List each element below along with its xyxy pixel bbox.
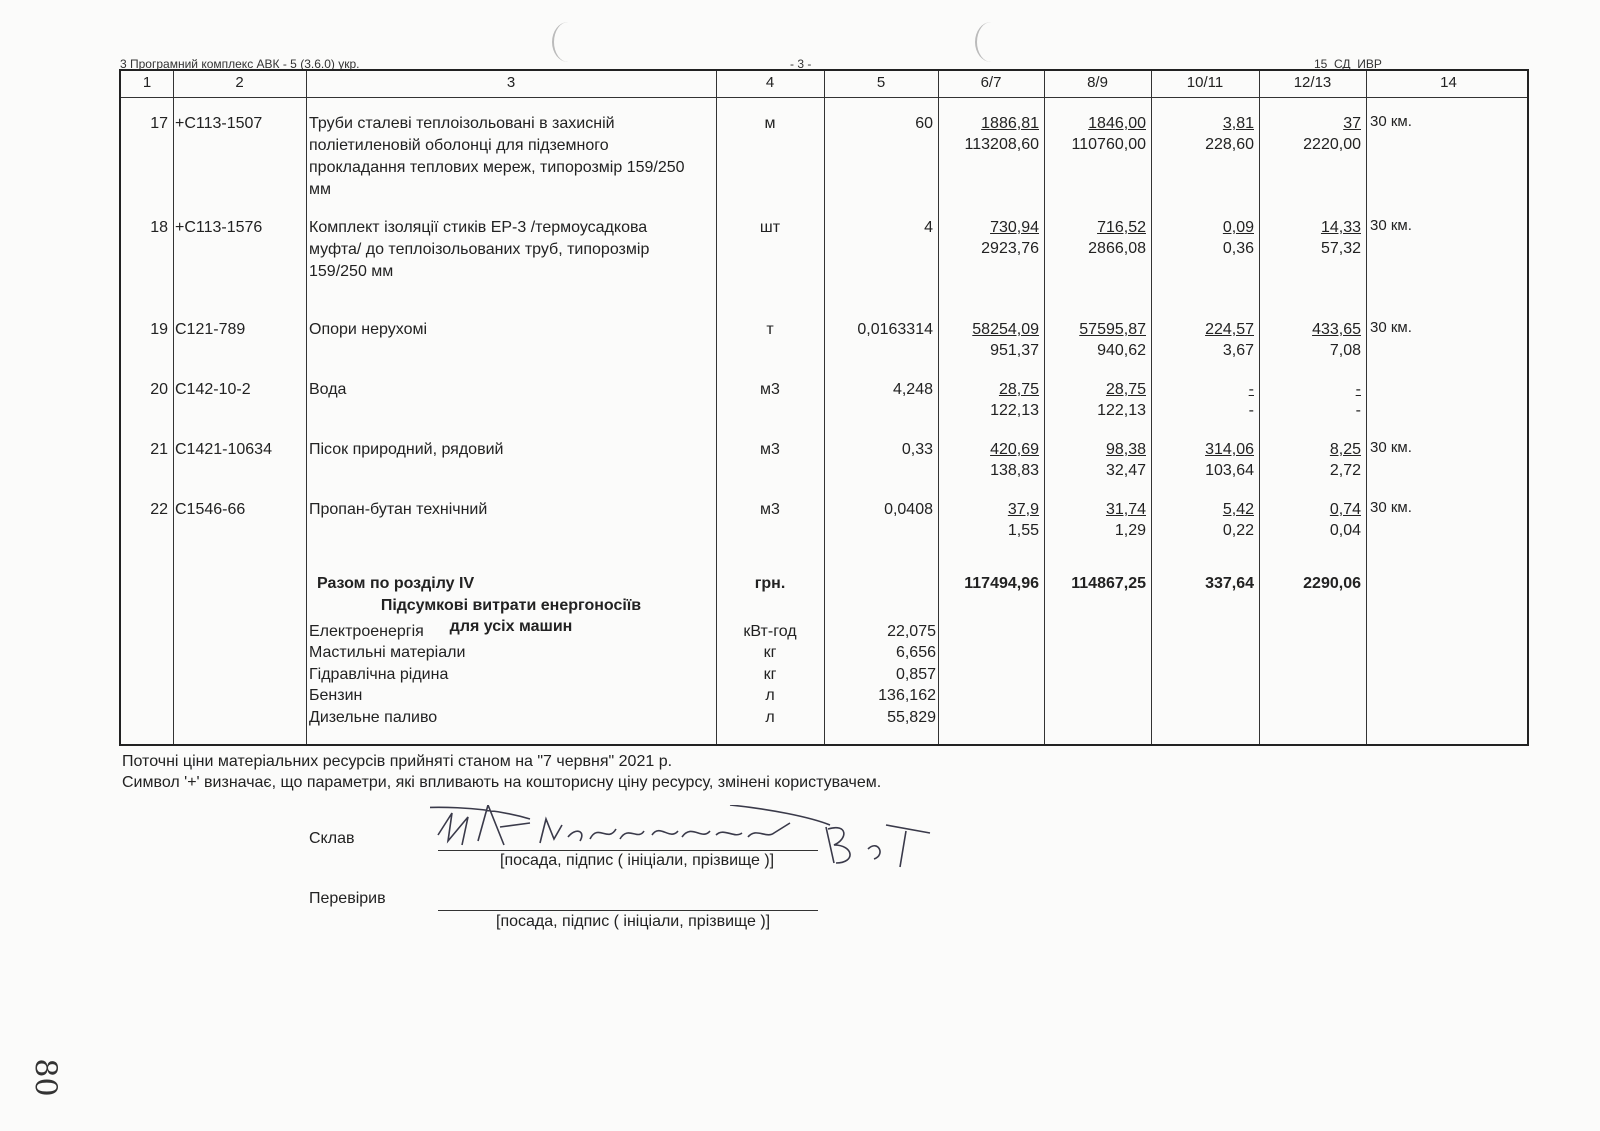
- unit-price-c89: 98,38: [1105, 441, 1146, 458]
- resource-name: Пісок природний, рядовий: [309, 441, 504, 458]
- total-price-c1213: -: [1355, 402, 1361, 419]
- handwritten-page-number: 80: [27, 1058, 63, 1097]
- resource-name: Пропан-бутан технічний: [309, 501, 488, 518]
- resource-name: Вода: [309, 381, 347, 398]
- total-price-c1011: 0,22: [1222, 522, 1254, 539]
- plus-symbol-note: Символ '+' визначає, що параметри, які впливають на кошторисну ціну ресурсу, змінені користувачем.: [122, 774, 882, 791]
- energy-item-name: Бензин: [309, 687, 363, 704]
- energy-item-qty: 136,162: [878, 687, 936, 704]
- unit: шт: [759, 219, 781, 236]
- unit-price-c1011: 5,42: [1222, 501, 1254, 518]
- row-number: 21: [150, 441, 168, 458]
- transport-note: 30 км.: [1370, 319, 1412, 336]
- total-label: Разом по розділу IV: [317, 575, 475, 592]
- energy-item-qty: 55,829: [887, 709, 936, 726]
- column-header: 8/9: [1087, 74, 1108, 91]
- energy-item-name: Мастильні матеріали: [309, 644, 466, 661]
- row-number: 20: [150, 381, 168, 398]
- column-header: 12/13: [1293, 74, 1332, 91]
- total-price-c1213: 7,08: [1329, 342, 1361, 359]
- checked-caption: [посада, підпис ( ініціали, прізвище )]: [496, 913, 771, 930]
- total-price-c89: 1,29: [1114, 522, 1146, 539]
- unit-price-c67: 1886,81: [981, 115, 1039, 132]
- energy-item-qty: 22,075: [887, 623, 936, 640]
- quantity: 60: [915, 115, 933, 132]
- column-header: 2: [235, 74, 244, 91]
- energy-item-name: Гідравлічна рідина: [309, 666, 449, 683]
- row-number: 17: [150, 115, 168, 132]
- energy-item-unit: кВт-год: [743, 623, 797, 640]
- prices-note: Поточні ціни матеріальних ресурсів прийняті станом на "7 червня" 2021 р.: [122, 753, 673, 770]
- total-price-c1213: 0,04: [1329, 522, 1361, 539]
- unit-price-c67: 420,69: [990, 441, 1039, 458]
- transport-note: 30 км.: [1370, 217, 1412, 234]
- unit-price-c89: 57595,87: [1079, 321, 1146, 338]
- checked-by-label: Перевірив: [309, 890, 386, 907]
- resource-name: Опори нерухомі: [309, 321, 428, 338]
- total-price-c1011: 3,67: [1222, 342, 1254, 359]
- total-price-c67: 122,13: [990, 402, 1039, 419]
- page-number-header: - 3 -: [790, 57, 812, 71]
- energy-item-unit: л: [765, 709, 775, 726]
- column-header: 14: [1440, 74, 1457, 91]
- unit-price-c1011: -: [1248, 381, 1254, 398]
- total-price-c67: 113208,60: [964, 136, 1039, 153]
- total-price-c89: 940,62: [1097, 342, 1146, 359]
- resources-table: [119, 69, 1529, 746]
- unit-price-c67: 37,9: [1007, 501, 1039, 518]
- total-price-c89: 2866,08: [1088, 240, 1146, 257]
- total-col-6-7: 117494,96: [964, 575, 1039, 592]
- row-number: 18: [150, 219, 168, 236]
- unit-price-c1011: 314,06: [1205, 441, 1254, 458]
- unit: т: [766, 321, 774, 338]
- column-header: 10/11: [1186, 74, 1224, 91]
- unit-price-c1011: 224,57: [1205, 321, 1254, 338]
- column-header: 6/7: [980, 74, 1002, 91]
- total-price-c67: 951,37: [990, 342, 1039, 359]
- quantity: 0,0408: [884, 501, 933, 518]
- unit-price-c1011: 3,81: [1222, 115, 1254, 132]
- unit-price-c67: 28,75: [998, 381, 1039, 398]
- document-code: 15_СД_ИВР: [1314, 57, 1382, 71]
- unit-price-c1213: 0,74: [1329, 501, 1361, 518]
- program-header: 3 Програмний комплекс АВК - 5 (3.6.0) укр.: [120, 57, 360, 71]
- energy-item-qty: 0,857: [895, 666, 936, 683]
- energy-item-name: Електроенергія: [309, 623, 424, 640]
- unit-price-c1213: 8,25: [1329, 441, 1361, 458]
- total-price-c1011: 0,36: [1222, 240, 1254, 257]
- row-number: 19: [150, 321, 168, 338]
- energy-item-qty: 6,656: [895, 644, 936, 661]
- total-price-c1011: 228,60: [1205, 136, 1254, 153]
- resource-code: С1421-10634: [175, 441, 272, 458]
- resource-name: Труби сталеві теплоізольовані в захисній поліетиленовій оболонці для підземного прокладання теплових мереж, типорозмір 159/250 мм: [309, 115, 685, 198]
- total-col-12-13: 2290,06: [1303, 575, 1361, 592]
- transport-note: 30 км.: [1370, 113, 1412, 130]
- energy-item-name: Дизельне паливо: [309, 709, 438, 726]
- quantity: 4: [924, 219, 933, 236]
- resource-code: +С113-1507: [175, 115, 263, 132]
- total-price-c1011: -: [1248, 402, 1254, 419]
- unit-price-c1213: 14,33: [1320, 219, 1361, 236]
- punch-hole-mark: [975, 22, 1007, 62]
- total-price-c67: 1,55: [1007, 522, 1039, 539]
- resource-name: Комплект ізоляції стиків ЕР-3 /термоусадкова муфта/ до теплоізольованих труб, типорозмір 159/250 мм: [309, 219, 650, 280]
- total-col-8-9: 114867,25: [1071, 575, 1146, 592]
- energy-item-unit: л: [765, 687, 775, 704]
- quantity: 0,33: [901, 441, 933, 458]
- unit-price-c89: 716,52: [1097, 219, 1146, 236]
- total-price-c89: 32,47: [1105, 462, 1146, 479]
- column-header: 4: [765, 74, 775, 91]
- unit-price-c1213: -: [1355, 381, 1361, 398]
- unit: м3: [760, 381, 780, 398]
- unit-price-c89: 1846,00: [1088, 115, 1146, 132]
- total-col-10-11: 337,64: [1205, 575, 1254, 592]
- energy-title-second-line: для усіх машин: [449, 618, 573, 635]
- unit: м: [764, 115, 776, 132]
- unit-price-c1213: 433,65: [1312, 321, 1361, 338]
- total-price-c89: 110760,00: [1071, 136, 1146, 153]
- unit: м3: [760, 501, 780, 518]
- resource-code: С121-789: [175, 321, 246, 338]
- total-price-c1213: 57,32: [1320, 240, 1361, 257]
- column-header: 5: [876, 74, 886, 91]
- unit-price-c67: 730,94: [990, 219, 1039, 236]
- resource-code: С142-10-2: [175, 381, 251, 398]
- punch-hole-mark: [552, 22, 584, 62]
- unit: м3: [760, 441, 780, 458]
- quantity: 4,248: [892, 381, 933, 398]
- total-price-c1011: 103,64: [1205, 462, 1254, 479]
- total-unit: грн.: [754, 575, 786, 592]
- unit-price-c89: 31,74: [1105, 501, 1146, 518]
- total-price-c1213: 2,72: [1329, 462, 1361, 479]
- transport-note: 30 км.: [1370, 499, 1412, 516]
- column-header: 1: [142, 74, 152, 91]
- composed-caption: [посада, підпис ( ініціали, прізвище )]: [500, 852, 775, 869]
- resource-code: +С113-1576: [175, 219, 263, 236]
- checked-signature-line: [438, 910, 818, 911]
- transport-note: 30 км.: [1370, 439, 1412, 456]
- unit-price-c89: 28,75: [1105, 381, 1146, 398]
- total-price-c67: 2923,76: [981, 240, 1039, 257]
- quantity: 0,0163314: [857, 321, 933, 338]
- energy-item-unit: кг: [763, 644, 777, 661]
- unit-price-c1213: 37: [1343, 115, 1361, 132]
- total-price-c67: 138,83: [990, 462, 1039, 479]
- energy-item-unit: кг: [763, 666, 777, 683]
- total-price-c89: 122,13: [1097, 402, 1146, 419]
- row-number: 22: [150, 501, 168, 518]
- total-price-c1213: 2220,00: [1303, 136, 1361, 153]
- composed-by-label: Склав: [309, 830, 355, 847]
- unit-price-c67: 58254,09: [972, 321, 1039, 338]
- resource-code: С1546-66: [175, 501, 246, 518]
- column-header: 3: [506, 74, 516, 91]
- energy-title: Підсумкові витрати енергоносіїв: [380, 597, 642, 614]
- unit-price-c1011: 0,09: [1222, 219, 1254, 236]
